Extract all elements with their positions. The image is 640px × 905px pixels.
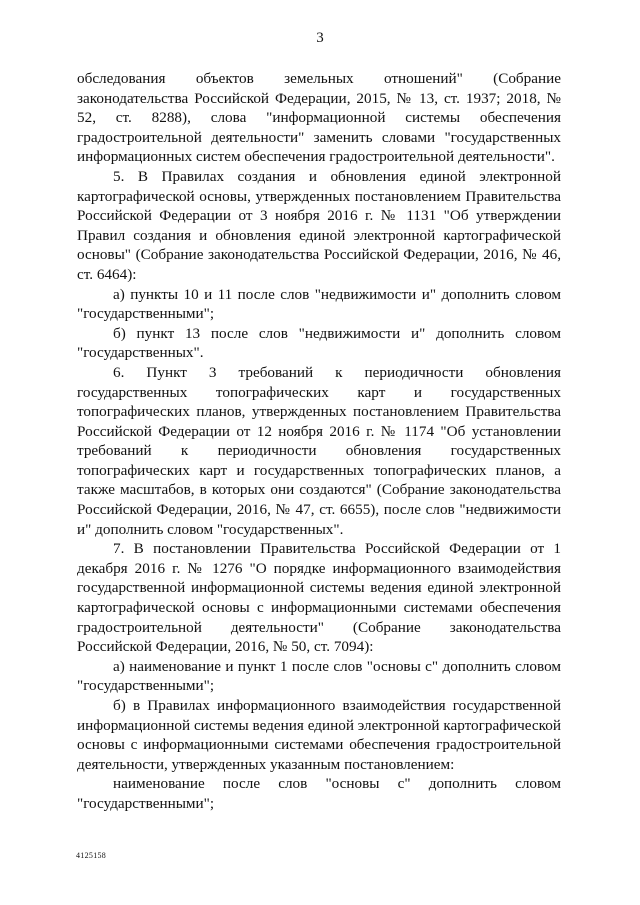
paragraph-3: а) пункты 10 и 11 после слов "недвижимости и" дополнить словом "государственными"; bbox=[77, 285, 561, 323]
paragraph-2: 5. В Правилах создания и обновления единой электронной картографической основы, утвержденных постановлением Правительства Российской Федерации от 3 ноября 2016 г. № 1131 "Об утверждении Правил создания и обновления единой электронной картографической основы" (Собрание законодательства Российской Федерации, 2016, № 46, ст. 6464): bbox=[77, 167, 561, 283]
paragraph-1: обследования объектов земельных отношений" (Собрание законодательства Российской Федерации, 2015, № 13, ст. 1937; 2018, № 52, ст. 8288), слова "информационной системы обеспечения градостроительной деятельности" заменить словами "государственных информационных систем обеспечения градостроительной деятельности". bbox=[77, 70, 561, 166]
document-body bbox=[77, 69, 561, 814]
paragraph-5: 6. Пункт 3 требований к периодичности обновления государственных топографических карт и государственных топографических планов, утвержденных постановлением Правительства Российской Федерации от 12 ноября 2016 г. № 1174 "Об установлении требований к периодичности обновления государственных топографических карт и государственных топографических планов, а также масштабов, в которых они создаются" (Собрание законодательства Российской Федерации, 2016, № 47, ст. 6655), после слов "недвижимости и" дополнить словом "государственных". bbox=[77, 363, 561, 538]
paragraph-7: а) наименование и пункт 1 после слов "основы с" дополнить словом "государственными"; bbox=[77, 657, 561, 695]
paragraph-8: б) в Правилах информационного взаимодействия государственной информационной системы ведения единой электронной картографической основы с информационными системами обеспечения градостроительной деятельности, утвержденных указанным постановлением: bbox=[77, 697, 561, 773]
page-number: 3 bbox=[316, 30, 324, 46]
paragraph-4: б) пункт 13 после слов "недвижимости и" дополнить словом "государственных". bbox=[77, 324, 561, 362]
paragraph-9: наименование после слов "основы с" дополнить словом "государственными"; bbox=[77, 775, 561, 812]
document-code: 4125158 bbox=[76, 851, 107, 860]
paragraph-6: 7. В постановлении Правительства Российской Федерации от 1 декабря 2016 г. № 1276 "О порядке информационного взаимодействия государственной информационной системы ведения единой электронной картографической основы с информационными системами обеспечения градостроительной деятельности" (Собрание законодательства Российской Федерации, 2016, № 50, ст. 7094): bbox=[77, 540, 561, 656]
